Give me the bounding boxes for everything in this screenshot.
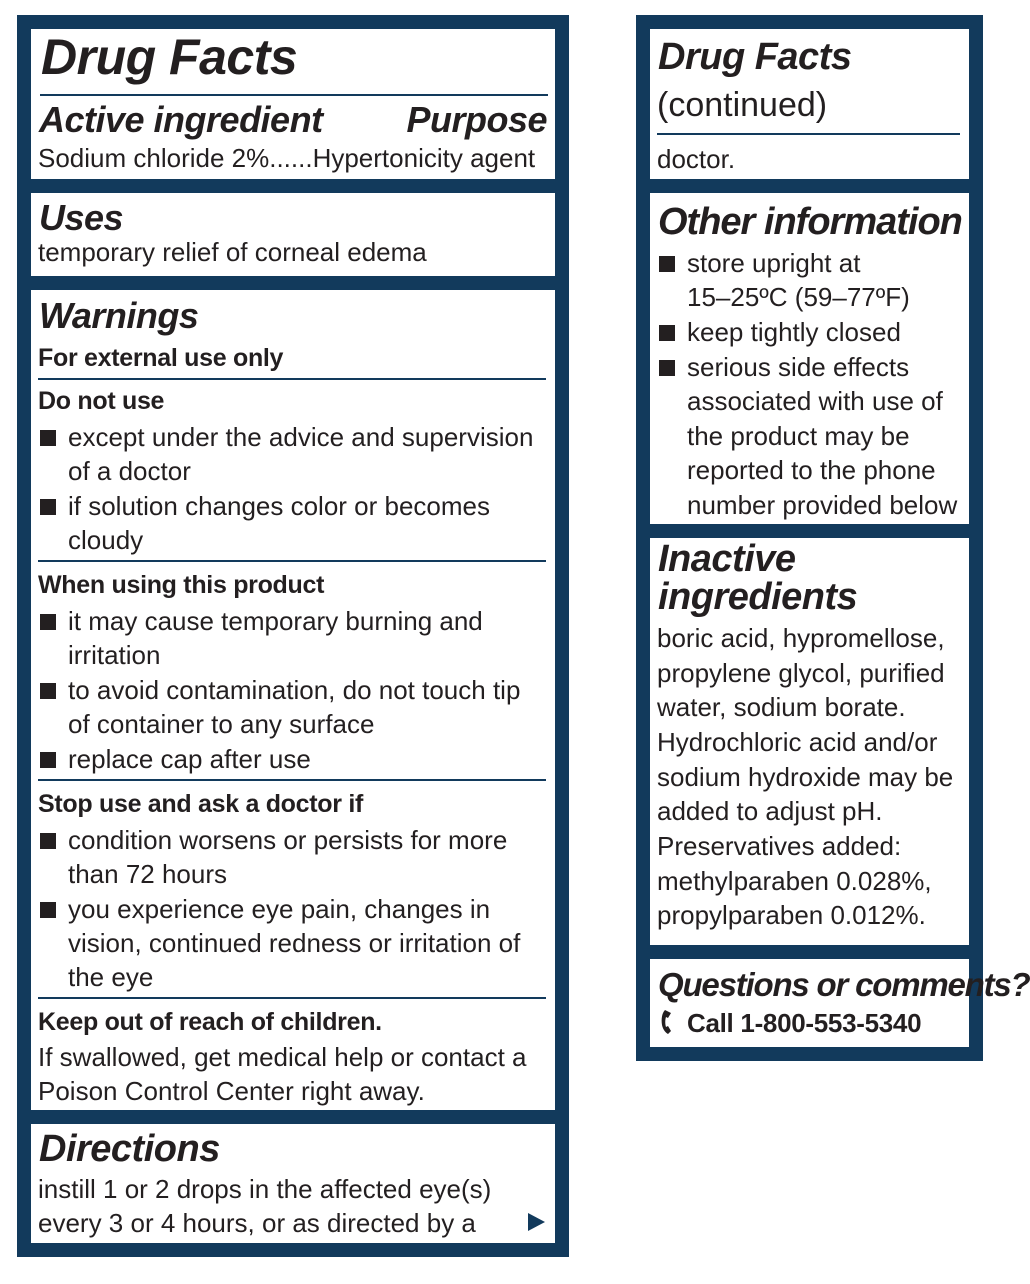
square-bullet-icon — [40, 752, 56, 768]
phone-icon — [661, 1009, 673, 1035]
continue-arrow-icon — [528, 1213, 545, 1231]
continued-box — [650, 29, 969, 179]
inactive-text: Hydrochloric acid and/or — [657, 727, 938, 757]
list-item: irritation — [68, 640, 161, 670]
divider — [40, 94, 548, 96]
directions-text: every 3 or 4 hours, or as directed by a — [38, 1208, 476, 1238]
warnings-box — [31, 290, 555, 1110]
questions-box — [650, 959, 1030, 1047]
external-use-text: For external use only — [38, 344, 284, 372]
drug-facts-header-box — [31, 29, 555, 179]
list-item: serious side effects — [687, 352, 910, 382]
inactive-text: boric acid, hypromellose, — [657, 623, 945, 653]
square-bullet-icon — [659, 256, 675, 272]
square-bullet-icon — [40, 430, 56, 446]
list-item: reported to the phone — [687, 455, 936, 485]
list-item: store upright at — [687, 248, 861, 278]
page-title: Drug Facts — [41, 29, 298, 85]
list-item: to avoid contamination, do not touch tip — [68, 675, 521, 705]
uses-box — [31, 193, 555, 276]
square-bullet-icon — [40, 833, 56, 849]
list-item: it may cause temporary burning and — [68, 606, 483, 636]
square-bullet-icon — [40, 614, 56, 630]
list-item: associated with use of — [687, 386, 943, 416]
active-ingredient-heading: Active ingredient — [39, 99, 323, 140]
stop-use-heading: Stop use and ask a doctor if — [38, 790, 363, 818]
divider — [38, 560, 546, 562]
inactive-text: Preservatives added: — [657, 831, 902, 861]
do-not-use-heading: Do not use — [38, 387, 165, 415]
questions-heading: Questions or comments? — [658, 966, 1030, 1003]
continued-title: Drug Facts — [658, 36, 852, 78]
uses-heading: Uses — [39, 197, 124, 238]
list-item: except under the advice and supervision — [68, 422, 534, 452]
active-ingredient-line: Sodium chloride 2%......Hypertonicity agent — [38, 143, 536, 173]
keep-out-text: If swallowed, get medical help or contact a — [38, 1042, 527, 1072]
list-item: 15–25ºC (59–77ºF) — [687, 282, 910, 312]
divider — [38, 378, 546, 380]
list-item: of container to any surface — [68, 709, 375, 739]
list-item: if solution changes color or becomes — [68, 491, 491, 521]
continued-label: (continued) — [657, 86, 828, 124]
inactive-text: water, sodium borate. — [657, 692, 906, 722]
uses-text: temporary relief of corneal edema — [38, 237, 427, 267]
inactive-text: sodium hydroxide may be — [657, 762, 954, 792]
inactive-text: added to adjust pH. — [657, 796, 883, 826]
list-item: the eye — [68, 962, 154, 992]
inactive-heading: ingredients — [658, 576, 858, 618]
list-item: number provided below — [687, 490, 958, 520]
list-item: cloudy — [68, 525, 144, 555]
square-bullet-icon — [40, 902, 56, 918]
keep-out-text: Poison Control Center right away. — [38, 1076, 425, 1106]
inactive-text: propylene glycol, purified — [657, 658, 945, 688]
inactive-heading: Inactive — [658, 538, 796, 580]
list-item: vision, continued redness or irritation of — [68, 928, 521, 958]
inactive-text: methylparaben 0.028%, — [657, 866, 932, 896]
square-bullet-icon — [659, 360, 675, 376]
other-information-heading: Other information — [658, 201, 962, 243]
phone-number[interactable]: Call 1-800-553-5340 — [687, 1008, 922, 1038]
list-item: replace cap after use — [68, 744, 311, 774]
list-item: of a doctor — [68, 456, 191, 486]
other-information-box — [650, 193, 969, 524]
divider — [38, 779, 546, 781]
square-bullet-icon — [659, 325, 675, 341]
keep-out-heading: Keep out of reach of children. — [38, 1008, 382, 1036]
list-item: than 72 hours — [68, 859, 228, 889]
when-using-heading: When using this product — [38, 571, 325, 599]
list-item: keep tightly closed — [687, 317, 901, 347]
warnings-heading: Warnings — [39, 295, 199, 336]
list-item: the product may be — [687, 421, 910, 451]
divider — [38, 997, 546, 999]
list-item: condition worsens or persists for more — [68, 825, 508, 855]
directions-box — [31, 1124, 555, 1243]
square-bullet-icon — [40, 683, 56, 699]
list-item: you experience eye pain, changes in — [68, 894, 491, 924]
directions-heading: Directions — [39, 1128, 220, 1170]
purpose-heading: Purpose — [406, 99, 547, 140]
inactive-ingredients-box — [650, 538, 969, 945]
inactive-text: propylparaben 0.012%. — [657, 900, 926, 930]
directions-text: instill 1 or 2 drops in the affected eye(s) — [38, 1174, 492, 1204]
continued-text: doctor. — [657, 144, 736, 174]
divider — [657, 133, 960, 135]
square-bullet-icon — [40, 499, 56, 515]
